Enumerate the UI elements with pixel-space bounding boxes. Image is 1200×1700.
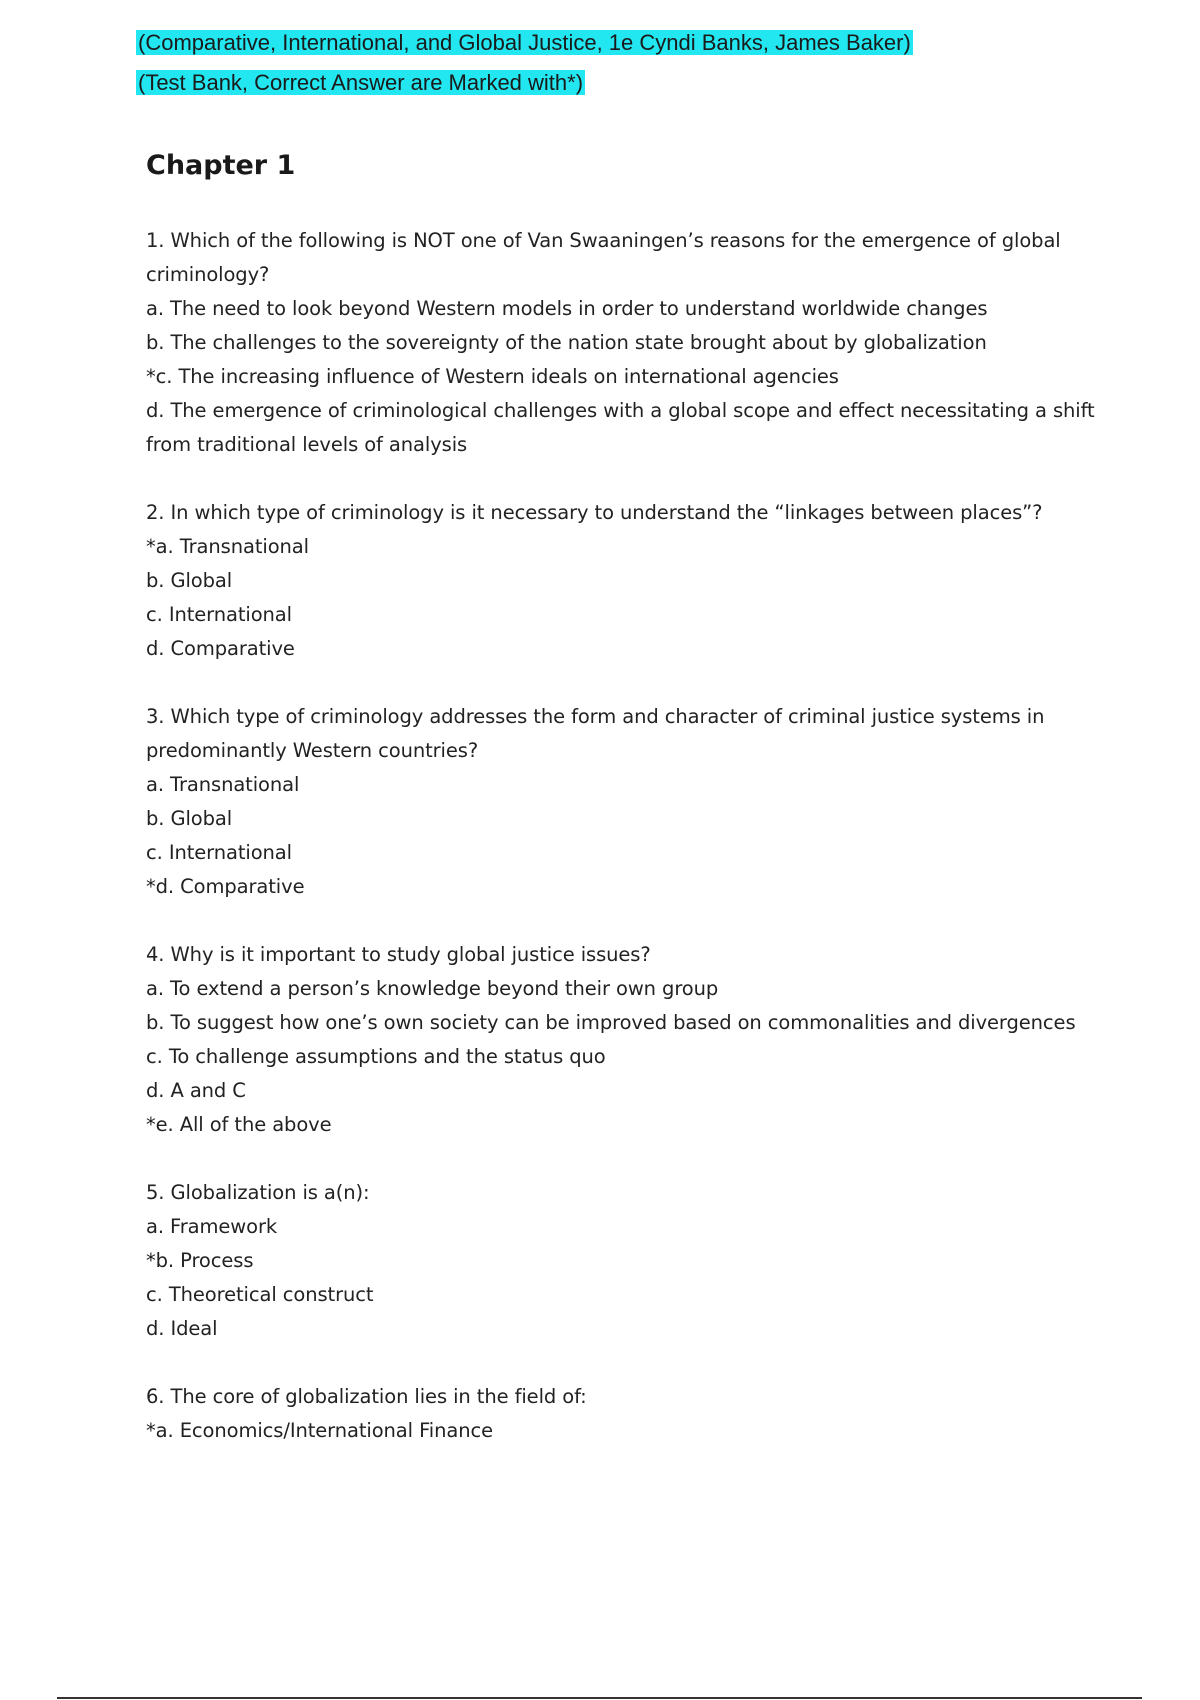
answer-option-correct: *b. Process	[146, 1249, 254, 1272]
question-stem: 5. Globalization is a(n):	[146, 1181, 370, 1204]
question-stem-continued: criminology?	[146, 263, 270, 286]
header-title-highlight: (Comparative, International, and Global Justice, 1e Cyndi Banks, James Baker)	[138, 30, 911, 55]
question-stem: 2. In which type of criminology is it necessary to understand the “linkages between places”?	[146, 501, 1043, 524]
answer-option: b. Global	[146, 807, 233, 830]
answer-option-correct: *d. Comparative	[146, 875, 305, 898]
question-2	[146, 496, 1096, 666]
header-line-note	[136, 68, 913, 98]
answer-option: c. International	[146, 841, 292, 864]
answer-option: c. International	[146, 603, 292, 626]
answer-option: d. Ideal	[146, 1317, 218, 1340]
page-bottom-rule	[57, 1697, 1142, 1699]
answer-option-correct: *e. All of the above	[146, 1113, 332, 1136]
answer-option: c. To challenge assumptions and the status quo	[146, 1045, 606, 1068]
answer-option-correct: *c. The increasing influence of Western ideals on international agencies	[146, 365, 839, 388]
answer-option: a. Transnational	[146, 773, 300, 796]
question-3	[146, 700, 1096, 904]
answer-option: a. Framework	[146, 1215, 278, 1238]
chapter-title: Chapter 1	[146, 150, 296, 181]
answer-option: b. Global	[146, 569, 233, 592]
answer-option: a. To extend a person’s knowledge beyond their own group	[146, 977, 719, 1000]
answer-option: b. To suggest how one’s own society can be improved based on commonalities and divergences	[146, 1011, 1076, 1034]
question-6	[146, 1380, 1096, 1448]
question-4	[146, 938, 1096, 1142]
question-stem: 1. Which of the following is NOT one of Van Swaaningen’s reasons for the emergence of global	[146, 229, 1061, 252]
answer-option: d. Comparative	[146, 637, 295, 660]
document-header	[136, 28, 913, 108]
answer-option: c. Theoretical construct	[146, 1283, 374, 1306]
answer-option: d. A and C	[146, 1079, 246, 1102]
answer-option-correct: *a. Transnational	[146, 535, 309, 558]
question-stem: 6. The core of globalization lies in the field of:	[146, 1385, 587, 1408]
answer-option: b. The challenges to the sovereignty of the nation state brought about by globalization	[146, 331, 987, 354]
answer-option: a. The need to look beyond Western models in order to understand worldwide changes	[146, 297, 988, 320]
header-line-title	[136, 28, 913, 58]
question-stem: 4. Why is it important to study global justice issues?	[146, 943, 651, 966]
answer-option: d. The emergence of criminological challenges with a global scope and effect necessitating a shift from traditional levels of analysis	[146, 399, 1095, 456]
answer-option-correct: *a. Economics/International Finance	[146, 1419, 493, 1442]
question-5	[146, 1176, 1096, 1346]
header-note-highlight: (Test Bank, Correct Answer are Marked with*)	[138, 70, 584, 95]
question-1	[146, 224, 1096, 462]
question-list	[146, 224, 1096, 1482]
question-stem: 3. Which type of criminology addresses the form and character of criminal justice systems in predominantly Western countries?	[146, 705, 1045, 762]
